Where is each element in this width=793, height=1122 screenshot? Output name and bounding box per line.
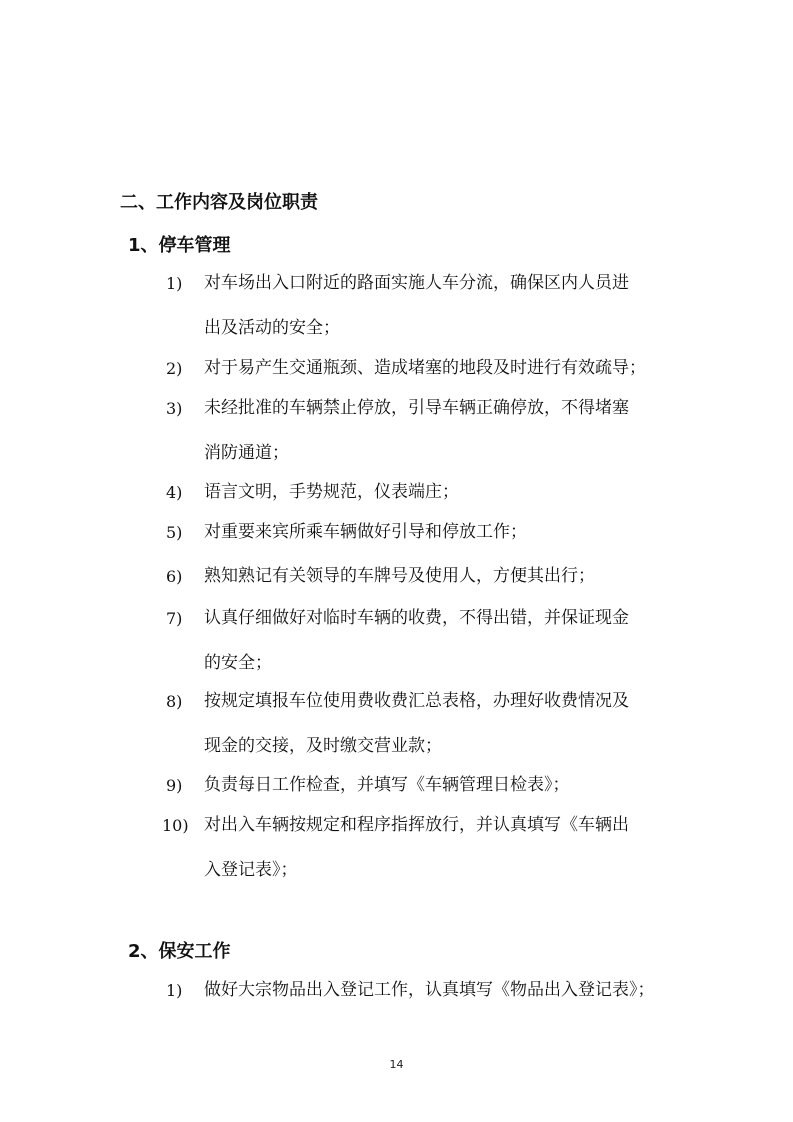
- item-number: 2): [166, 359, 183, 378]
- item-number: 8): [166, 692, 183, 711]
- item-number: 3): [166, 399, 183, 418]
- item-number: 1): [166, 981, 183, 1000]
- item-text-line: 对车场出入口附近的路面实施人车分流，确保区内人员进: [204, 273, 629, 293]
- item-number: 1): [166, 274, 183, 293]
- page-number: 14: [389, 1058, 404, 1071]
- item-text-line: 按规定填报车位使用费收费汇总表格，办理好收费情况及: [204, 691, 629, 711]
- item-text-line: 对重要来宾所乘车辆做好引导和停放工作；: [204, 522, 527, 542]
- item-number: 5): [166, 523, 183, 542]
- item-text-line: 未经批准的车辆禁止停放，引导车辆正确停放，不得堵塞: [204, 398, 629, 418]
- item-text-line: 消防通道；: [204, 443, 289, 463]
- item-text-line: 现金的交接，及时缴交营业款；: [204, 736, 442, 756]
- item-text-line: 的安全；: [204, 653, 272, 673]
- item-text-line: 对出入车辆按规定和程序指挥放行，并认真填写《车辆出: [204, 815, 629, 835]
- subsection-title-security: 2、保安工作: [128, 941, 231, 962]
- section-title: 二、工作内容及岗位职责: [120, 192, 318, 213]
- item-number: 6): [166, 567, 183, 586]
- subsection-title-parking: 1、停车管理: [128, 235, 231, 256]
- item-text-line: 负责每日工作检查，并填写《车辆管理日检表》；: [204, 775, 570, 795]
- item-number: 9): [166, 776, 183, 795]
- item-text-line: 出及活动的安全；: [204, 318, 340, 338]
- item-number: 4): [166, 483, 183, 502]
- item-text-line: 对于易产生交通瓶颈、造成堵塞的地段及时进行有效疏导；: [204, 358, 646, 378]
- item-text-line: 做好大宗物品出入登记工作，认真填写《物品出入登记表》；: [204, 980, 655, 1000]
- item-text-line: 语言文明，手势规范，仪表端庄；: [204, 482, 459, 502]
- item-text-line: 认真仔细做好对临时车辆的收费，不得出错，并保证现金: [204, 608, 629, 628]
- item-number: 7): [166, 609, 183, 628]
- item-text-line: 熟知熟记有关领导的车牌号及使用人，方便其出行；: [204, 566, 595, 586]
- item-text-line: 入登记表》；: [204, 860, 298, 880]
- item-number: 10): [162, 816, 189, 835]
